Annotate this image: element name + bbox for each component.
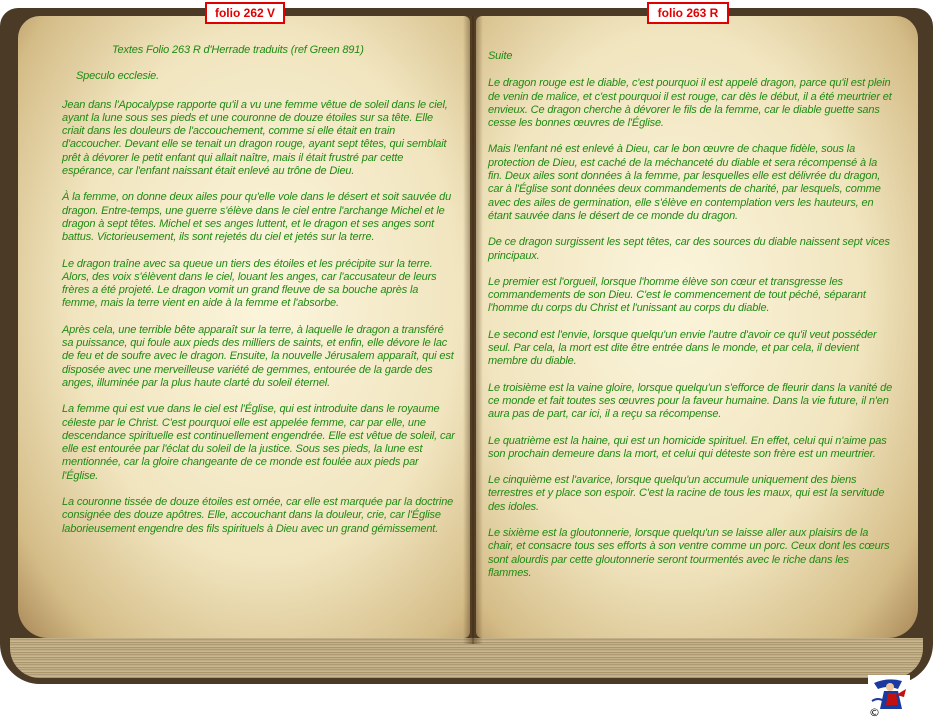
right-paragraph: Le quatrième est la haine, qui est un homicide spirituel. En effet, celui qui n'aime pas son prochain demeure dans la mort, et celui qui déteste son frère est un meurtrier. (488, 434, 887, 460)
left-paragraph: Après cela, une terrible bête apparaît sur la terre, à laquelle le dragon a transféré sa puissance, qui foule aux pieds des milliers de saints, et enfin, elle dévore le lac de feu et de soufre avec le dragon. Ensuite, la nouvelle Jérusalem apparaît, qui est disposée avec une merveilleuse variété de gemmes, entourée de la garde des anges, illuminée par la plus haute clarté du soleil éternel. (62, 323, 454, 389)
right-paragraph: Le cinquième est l'avarice, lorsque quelqu'un accumule uniquement des biens terrestres et y place son espoir. C'est la racine de tous les maux, qui est la servitude des idoles. (488, 474, 885, 513)
left-page-subtitle: Speculo ecclesie. (76, 70, 160, 83)
right-page (476, 16, 918, 638)
copyright-mark: © (869, 706, 880, 717)
left-paragraph: Jean dans l'Apocalypse rapporte qu'il a vu une femme vêtue de soleil dans le ciel, ayant la lune sous ses pieds et une couronne de douze étoiles sur sa tête. Elle criait dans les douleurs de l'accouchement, comme si elle était en train d'accoucher. Devant elle se tenait un dragon rouge, ayant sept têtes, qui semblait prêt à dévorer le petit enfant qui allait naître, mais il était frustré par cette espérance, car l'enfant naissant était enlevé au trône de Dieu. (62, 98, 448, 178)
folio-label-right: folio 263 R (647, 2, 729, 24)
left-paragraph: La femme qui est vue dans le ciel est l'Église, qui est introduite dans le royaume céleste par le Christ. C'est pourquoi elle est appelée femme, car par elle, une descendance spirituelle est continuellement engendrée. Elle est vêtue de soleil, car elle est entourée par l'éclat du soleil de la justice. Sous ses pieds, la lune est mentionnée, car la gloire changeante de ce monde est foulée aux pieds par l'Église. (62, 403, 455, 482)
right-paragraph: Le dragon rouge est le diable, c'est pourquoi il est appelé dragon, parce qu'il est plein de venin de malice, et c'est pourquoi il est rouge, car dès le début, il a été meurtrier et envieux. Ce dragon cherche à dévorer le fils de la femme, car le diable guette sans cesse les bonnes œuvres de l'Église. (488, 77, 892, 130)
left-paragraph: La couronne tissée de douze étoiles est ornée, car elle est marquée par la doctrine consignée des douze apôtres. Elle, accouchant dans la douleur, crie, car l'Église laborieusement engendre des fils spirituels à Dieu avec un grand gémissement. (62, 496, 454, 535)
saint-figure-icon (868, 675, 910, 717)
left-paragraph: Le dragon traîne avec sa queue un tiers des étoiles et les précipite sur la terre. Alors, des voix s'élèvent dans le ciel, louant les anges, car l'accusateur de leurs frères a été projeté. Le dragon vomit un grand fleuve de sa bouche après la femme, mais la terre vient en aide à la femme et l'absorbe. (62, 257, 437, 310)
left-page (18, 16, 470, 638)
folio-label-left: folio 262 V (205, 2, 285, 24)
book-gutter (463, 16, 483, 644)
right-page-heading: Suite (488, 50, 513, 62)
right-paragraph: Le second est l'envie, lorsque quelqu'un envie l'autre d'avoir ce qu'il veut posséder seul. Par cela, la mort est dite être entrée dans le monde, et par cela, il devient membre du diable. (488, 328, 877, 368)
right-paragraph: Le sixième est la gloutonnerie, lorsque quelqu'un se laisse aller aux plaisirs de la chair, et consacre tous ses efforts à son ventre comme un porc. Ceux dont les cœurs sont alourdis par cette gloutonnerie seront tourmentés avec le riche dans les flammes. (488, 527, 890, 579)
right-paragraph: Le premier est l'orgueil, lorsque l'homme élève son cœur et transgresse les commandements de son Dieu. C'est le commencement de tout péché, séparant l'homme du corps du Christ et l'unissant au corps du diable. (488, 275, 866, 315)
right-paragraph: Le troisième est la vaine gloire, lorsque quelqu'un s'efforce de fleurir dans la vanité de ce monde et fait toutes ses œuvres pour la faveur humaine. Dans la vie future, il n'en aura pas de part, car ici, il a reçu sa récompense. (488, 381, 893, 421)
right-paragraph: Mais l'enfant né est enlevé à Dieu, car le bon œuvre de chaque fidèle, sous la protection de Dieu, est caché de la méchanceté du diable et sera récompensé à la fin. Deux ailes sont données à la femme, par lesquelles elle est délivrée du dragon, car à l'Église sont données deux commandements de charité, par lesquels, comme avec des ailes de germination, elle s'élève en contemplation vers les hauteurs, en étant sauvée dans le désert de ce monde du dragon. (488, 143, 881, 222)
left-page-title: Textes Folio 263 R d'Herrade traduits (ref Green 891) (112, 44, 364, 56)
left-paragraph: À la femme, on donne deux ailes pour qu'elle vole dans le désert et soit sauvée du dragon. Entre-temps, une guerre s'élève dans le ciel entre l'archange Michel et le dragon à sept têtes. Michel et ses anges luttent, et le dragon et ses anges sont battus. Victorieusement, ils sont rejetés du ciel et jetés sur la terre. (62, 191, 452, 244)
open-book (0, 8, 933, 684)
book-page-edges (10, 638, 923, 678)
right-paragraph: De ce dragon surgissent les sept têtes, car des sources du diable naissent sept vices principaux. (488, 236, 890, 262)
